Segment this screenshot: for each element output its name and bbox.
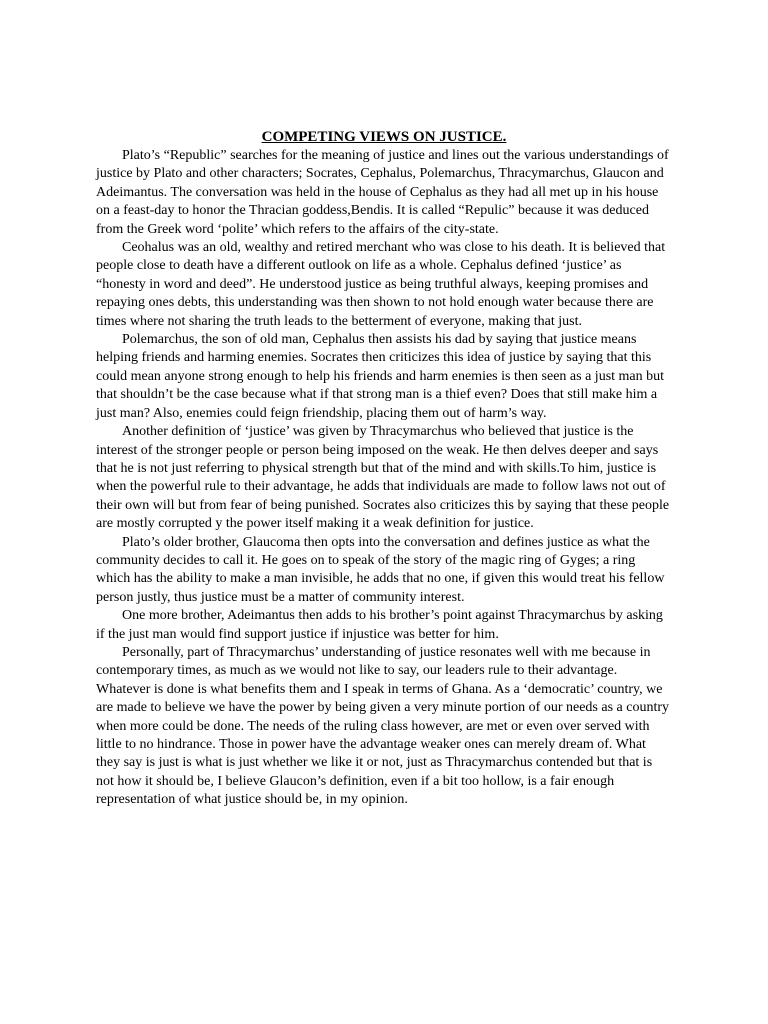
document-title: COMPETING VIEWS ON JUSTICE. [261, 129, 507, 145]
paragraph-intro: Plato’s “Republic” searches for the meaning of justice and lines out the various understandings of justice by Plato and other characters; Socrates, Cephalus, Polemarchus, Thracymarchus, Glaucon and Adeimantus. The conversation was held in the house of Cephalus as they had all met up in his house on a feast-day to honor the Thracian goddess,Bendis. It is called “Repulic” because it was deduced from the Greek word ‘polite’ which refers to the affairs of the city-state. [96, 148, 669, 237]
paragraph-adeimantus: One more brother, Adeimantus then adds to his brother’s point against Thracymarchus by asking if the just man would find support justice if injustice was better for him. [96, 608, 663, 642]
paragraph-personal-opinion: Personally, part of Thracymarchus’ understanding of justice resonates well with me because in contemporary times, as much as we would not like to say, our leaders rule to their advantage. Whatever is done is what benefits them and I speak in terms of Ghana. As a ‘democratic’ country, we are made to believe we have the power by being given a very minute portion of our needs as a country when more could be done. The needs of the ruling class however, are met or even over served with little to no hindrance. Those in power have the advantage weaker ones can merely dream of. What they say is just is what is just whether we like it or not, just as Thracymarchus contended but that is not how it should be, I believe Glaucon’s definition, even if a bit too hollow, is a fair enough representation of what justice should be, in my opinion. [96, 644, 670, 808]
paragraph-cephalus: Ceohalus was an old, wealthy and retired merchant who was close to his death. It is believed that people close to death have a different outlook on life as a whole. Cephalus defined ‘justice’ as “honesty in word and deed”. He understood justice as being truthful always, keeping promises and repaying ones debts, this understanding was then shown to not hold enough water because there are times where not sharing the truth leads to the betterment of everyone, making that just. [96, 240, 666, 329]
document-page [96, 127, 672, 810]
paragraph-thracymarchus: Another definition of ‘justice’ was given by Thracymarchus who believed that justice is the interest of the stronger people or person being imposed on the weak. He then delves deeper and says that he is not just referring to physical strength but that of the mind and with skills.To him, justice is when the powerful rule to their advantage, he adds that individuals are made to follow laws not out of their own will but from fear of being punished. Socrates also criticizes this by saying that these people are mostly corrupted y the power itself making it a weak definition for justice. [96, 424, 670, 532]
paragraph-polemarchus: Polemarchus, the son of old man, Cephalus then assists his dad by saying that justice means helping friends and harming enemies. Socrates then criticizes this idea of justice by saying that this could mean anyone strong enough to help his friends and harm enemies is then seen as a just man but that shouldn’t be the case because what if that strong man is a thief even? Does that still make him a just man? Also, enemies could feign friendship, placing them out of harm’s way. [96, 332, 665, 421]
paragraph-glaucon: Plato’s older brother, Glaucoma then opts into the conversation and defines justice as what the community decides to call it. He goes on to speak of the story of the magic ring of Gyges; a ring which has the ability to make a man invisible, he adds that no one, if given this would treat his fellow person justly, thus justice must be a matter of community interest. [96, 534, 665, 605]
